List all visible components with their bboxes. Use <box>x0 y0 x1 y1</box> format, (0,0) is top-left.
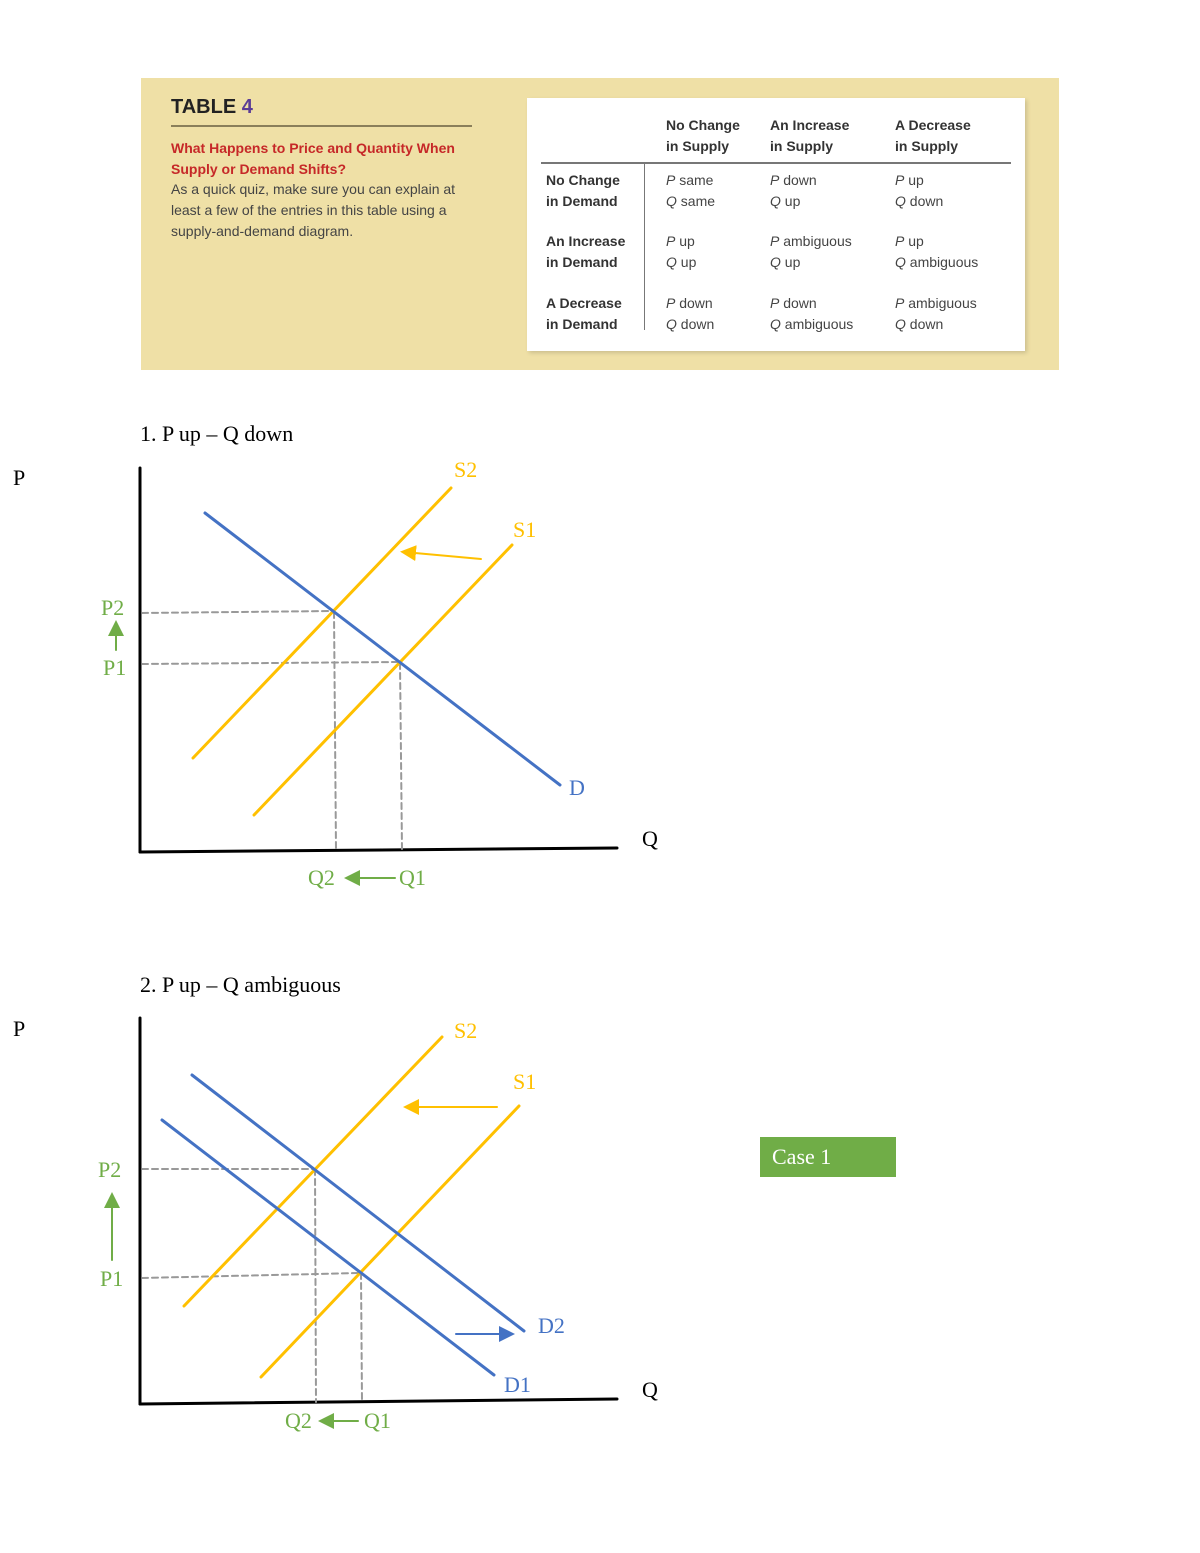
cell-variable: Q <box>895 316 906 332</box>
diagram2-q-axis <box>140 1399 617 1404</box>
diagram2-p2-label: P2 <box>98 1157 122 1182</box>
row-header-line: in Demand <box>546 254 618 270</box>
diagram2-s1-label: S1 <box>513 1069 537 1094</box>
cell-value: same <box>680 193 716 209</box>
diagram1-supply-shift-arrow <box>404 552 481 559</box>
cell-value: down <box>909 316 944 332</box>
cell-value: up <box>680 254 697 270</box>
diagram2-d1-curve <box>162 1120 494 1375</box>
diagram1-s1-label: S1 <box>513 517 537 542</box>
cell-value: ambiguous <box>909 254 979 270</box>
cell-value: up <box>908 233 924 249</box>
diagram2-q2-label: Q2 <box>285 1408 312 1433</box>
diagram1-q-axis <box>140 848 617 852</box>
diagram2-p-axis-label: P <box>13 1016 26 1041</box>
cell-variable: P <box>895 233 905 249</box>
cell-value: down <box>679 295 713 311</box>
diagram1-p2-guide <box>142 611 333 613</box>
cell-variable: Q <box>666 316 677 332</box>
table-subtitle: What Happens to Price and Quantity When Supply or Demand Shifts? <box>171 140 455 177</box>
cell-value: ambiguous <box>784 316 854 332</box>
cell-value: up <box>784 254 801 270</box>
diagram1-q1-guide <box>400 663 402 850</box>
cell-value: up <box>908 172 924 188</box>
row-header-line: in Demand <box>546 193 618 209</box>
cell-variable: P <box>666 295 676 311</box>
cell-value: up <box>679 233 695 249</box>
diagram1-title: 1. P up – Q down <box>140 421 294 446</box>
cell-value: ambiguous <box>908 295 977 311</box>
diagram2-title: 2. P up – Q ambiguous <box>140 972 341 997</box>
diagram1-p-axis-label: P <box>13 465 26 490</box>
cell-variable: Q <box>770 316 781 332</box>
cell-value: down <box>783 172 817 188</box>
diagram1-q-axis-label: Q <box>642 826 658 851</box>
table-title-word: TABLE <box>171 96 237 118</box>
column-header-line: A Decrease <box>895 117 971 133</box>
column-header-line: No Change <box>666 117 740 133</box>
diagram2-q2-guide <box>315 1169 316 1402</box>
cell-variable: Q <box>770 254 781 270</box>
row-header-line: No Change <box>546 172 620 188</box>
cell-variable: Q <box>895 193 906 209</box>
cell-value: down <box>783 295 817 311</box>
diagram1-q1-label: Q1 <box>399 865 426 890</box>
diagram1-s1-curve <box>254 545 512 815</box>
cell-variable: Q <box>895 254 906 270</box>
diagram2-s2-label: S2 <box>454 1018 478 1043</box>
cell-variable: Q <box>666 193 677 209</box>
column-header-line: in Supply <box>666 138 729 154</box>
cell-value: ambiguous <box>783 233 852 249</box>
table-description: As a quick quiz, make sure you can explain at least a few of the entries in this table using a supply-and-demand diagram. <box>171 181 456 239</box>
diagram1-d-curve <box>205 513 560 785</box>
diagram2-p1-guide <box>142 1273 360 1278</box>
cell-variable: P <box>666 172 676 188</box>
diagram2-q1-guide <box>361 1273 362 1402</box>
diagram1-s2-curve <box>193 488 451 758</box>
row-header-line: A Decrease <box>546 295 622 311</box>
diagram2-p1-label: P1 <box>100 1266 124 1291</box>
cell-variable: Q <box>666 254 677 270</box>
case-1-label: Case 1 <box>760 1137 896 1177</box>
row-header-line: An Increase <box>546 233 626 249</box>
cell-variable: P <box>770 233 780 249</box>
cell-variable: P <box>895 172 905 188</box>
diagram2-d2-curve <box>192 1075 524 1331</box>
diagram2-d2-label: D2 <box>538 1313 565 1338</box>
diagram2-d1-label: D1 <box>504 1372 531 1397</box>
diagram1-s2-label: S2 <box>454 457 478 482</box>
cell-variable: Q <box>770 193 781 209</box>
diagram1-q2-label: Q2 <box>308 865 335 890</box>
diagram1-d-label: D <box>569 775 585 800</box>
diagram1-p2-label: P2 <box>101 595 125 620</box>
diagram2-q-axis-label: Q <box>642 1377 658 1402</box>
diagram2-s1-curve <box>261 1106 519 1377</box>
diagram1 <box>116 468 617 878</box>
cell-value: down <box>680 316 715 332</box>
row-header-line: in Demand <box>546 316 618 332</box>
diagram2-q1-label: Q1 <box>364 1408 391 1433</box>
diagram2 <box>112 1018 617 1421</box>
cell-variable: P <box>770 295 780 311</box>
cell-value: down <box>909 193 944 209</box>
cell-variable: P <box>770 172 780 188</box>
table-title-number: 4 <box>241 96 253 118</box>
column-header-line: in Supply <box>895 138 958 154</box>
cell-value: up <box>784 193 801 209</box>
diagram1-p1-guide <box>142 662 400 664</box>
cell-variable: P <box>895 295 905 311</box>
diagram1-p1-label: P1 <box>103 655 127 680</box>
diagram2-s2-curve <box>184 1037 442 1306</box>
column-header-line: in Supply <box>770 138 833 154</box>
cell-variable: P <box>666 233 676 249</box>
cell-value: same <box>679 172 714 188</box>
column-header-line: An Increase <box>770 117 850 133</box>
